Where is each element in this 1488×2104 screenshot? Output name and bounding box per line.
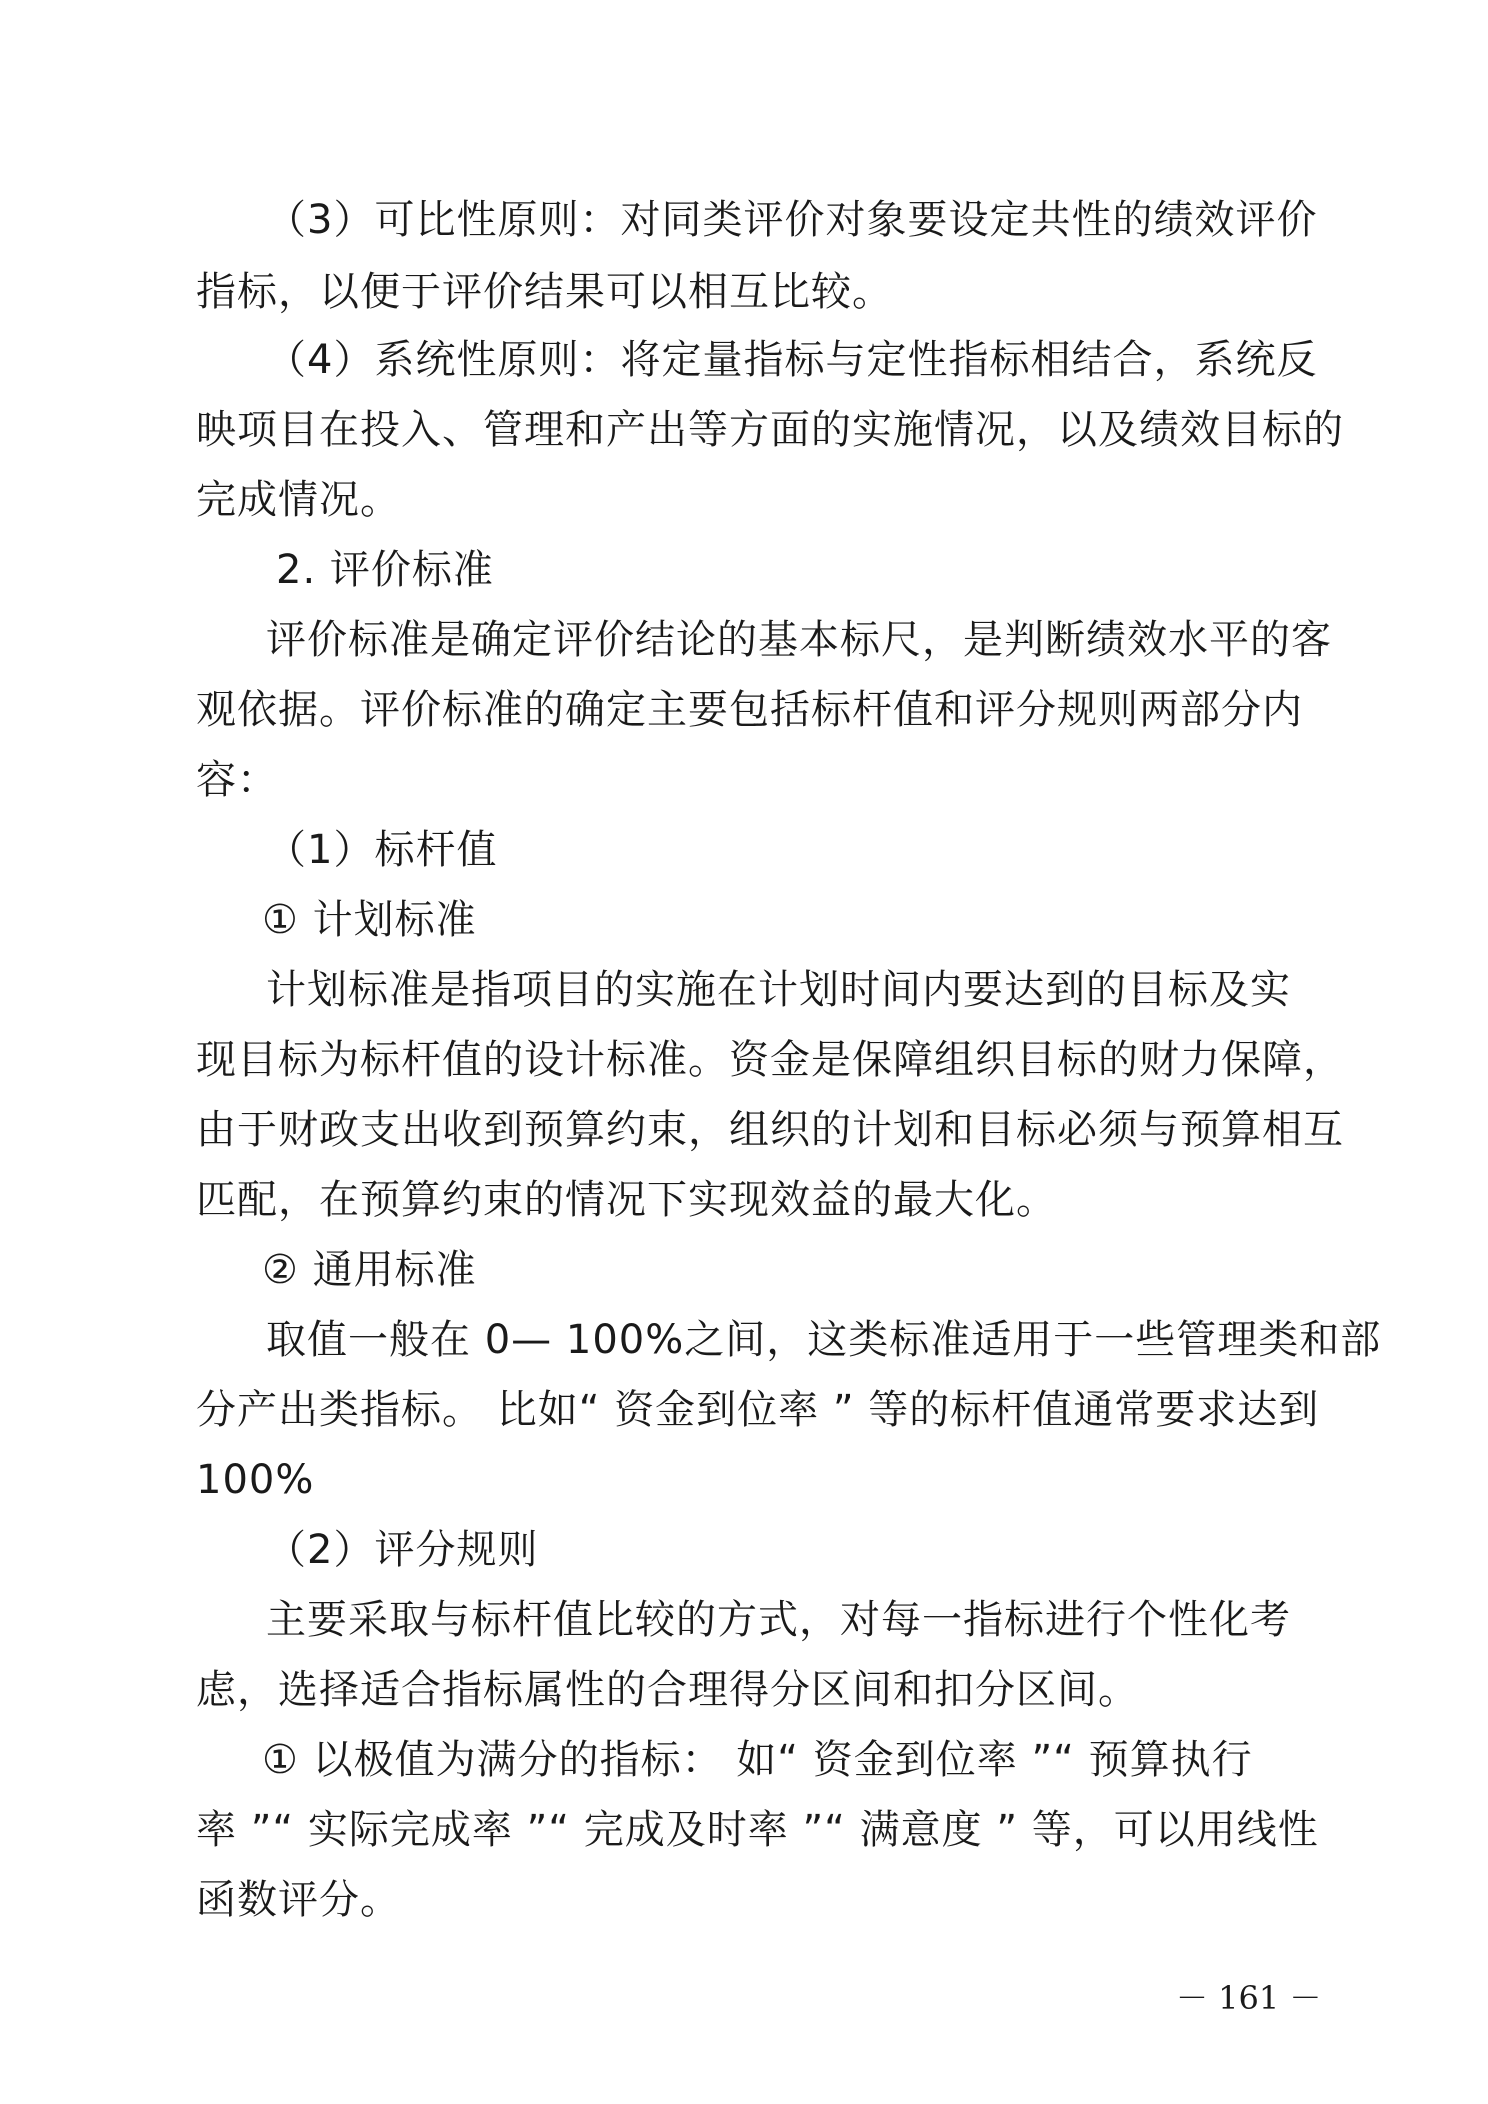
paragraph-principle-4-line-3: 完成情况。 <box>196 477 401 523</box>
paragraph-principle-4-line-1: （4）系统性原则：将定量指标与定性指标相结合，系统反 <box>266 337 1318 383</box>
paragraph-extreme-value-line-1: ① 以极值为满分的指标： 如“ 资金到位率 ”“ 预算执行 <box>262 1737 1253 1783</box>
paragraph-scoring-line-2: 虑，选择适合指标属性的合理得分区间和扣分区间。 <box>196 1667 1139 1713</box>
paragraph-plan-line-1: 计划标准是指项目的实施在计划时间内要达到的目标及实 <box>266 967 1291 1013</box>
subheading-plan-standard: ① 计划标准 <box>262 897 477 943</box>
paragraph-extreme-value-line-2: 率 ”“ 实际完成率 ”“ 完成及时率 ”“ 满意度 ” 等，可以用线性 <box>196 1807 1319 1853</box>
subheading-scoring-rules: （2）评分规则 <box>266 1527 539 1573</box>
page-number: － 161 － <box>1176 1979 1322 2017</box>
subheading-benchmark: （1）标杆值 <box>266 827 498 873</box>
paragraph-plan-line-2: 现目标为标杆值的设计标准。资金是保障组织目标的财力保障， <box>196 1037 1344 1083</box>
section-heading-evaluation-standard: 2. 评价标准 <box>276 547 494 593</box>
paragraph-standard-line-1: 评价标准是确定评价结论的基本标尺，是判断绩效水平的客 <box>266 617 1332 663</box>
paragraph-general-line-1: 取值一般在 0— 100%之间，这类标准适用于一些管理类和部 <box>266 1317 1382 1363</box>
paragraph-standard-line-2: 观依据。评价标准的确定主要包括标杆值和评分规则两部分内 <box>196 687 1303 733</box>
paragraph-principle-4-line-2: 映项目在投入、管理和产出等方面的实施情况，以及绩效目标的 <box>196 407 1344 453</box>
paragraph-plan-line-3: 由于财政支出收到预算约束，组织的计划和目标必须与预算相互 <box>196 1107 1344 1153</box>
paragraph-plan-line-4: 匹配，在预算约束的情况下实现效益的最大化。 <box>196 1177 1057 1223</box>
paragraph-standard-line-3: 容： <box>196 757 278 803</box>
paragraph-general-line-3: 100% <box>196 1457 315 1503</box>
paragraph-general-line-2: 分产出类指标。 比如“ 资金到位率 ” 等的标杆值通常要求达到 <box>196 1387 1320 1433</box>
paragraph-principle-3-line-1: （3）可比性原则：对同类评价对象要设定共性的绩效评价 <box>266 197 1318 243</box>
paragraph-principle-3-line-2: 指标，以便于评价结果可以相互比较。 <box>196 269 893 315</box>
paragraph-extreme-value-line-3: 函数评分。 <box>196 1877 401 1923</box>
subheading-general-standard: ② 通用标准 <box>262 1247 477 1293</box>
paragraph-scoring-line-1: 主要采取与标杆值比较的方式，对每一指标进行个性化考 <box>266 1597 1291 1643</box>
